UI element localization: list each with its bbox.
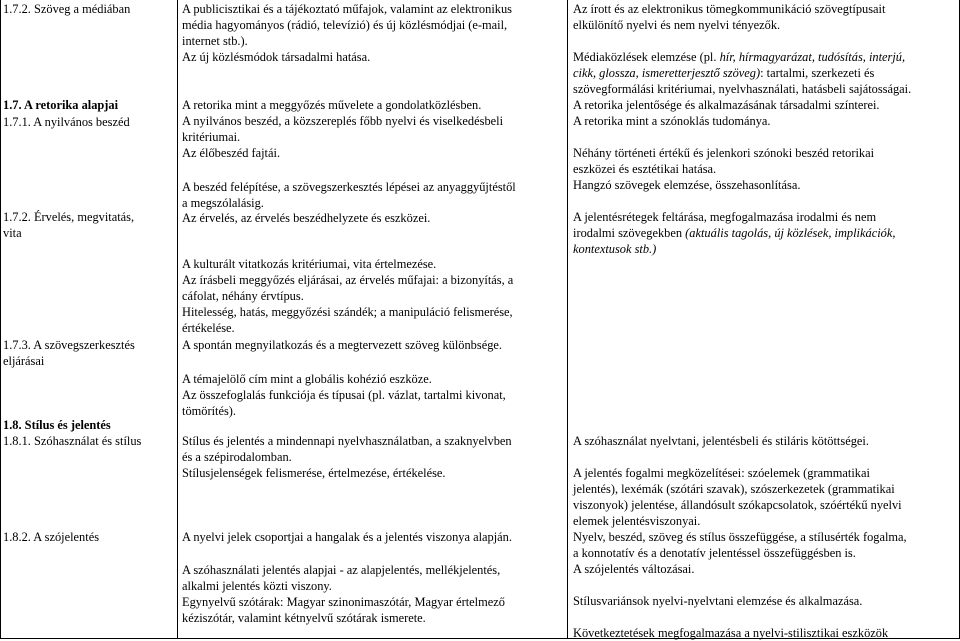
requirement-line	[573, 162, 716, 177]
example-text: kontextusok stb.)	[573, 242, 657, 256]
requirement-text: : tartalmi, szerkezeti és	[760, 66, 875, 80]
requirement-text: Hangzó szövegek elemzése, összehasonlítása.	[573, 178, 801, 192]
requirement-text: a konnotatív és a denotatív jelentéssel összefüggésben is.	[573, 546, 856, 560]
requirement-text: Következtetések megfogalmazása a nyelvi-stilisztikai eszközök	[573, 626, 889, 640]
content-line: média hagyományos (rádió, televízió) és új közlésmódjai (e-mail,	[182, 18, 508, 32]
content-line: és a szépirodalomban.	[182, 450, 292, 464]
requirement-line	[573, 434, 869, 449]
section-heading: 1.8. Stílus és jelentés	[3, 418, 111, 432]
requirement-text: Stílusvariánsok nyelvi-nyelvtani elemzése és alkalmazása.	[573, 594, 863, 608]
requirement-text: A szójelentés változásai.	[573, 562, 695, 576]
content-line: A nyelvi jelek csoportjai a hangalak és a jelentés viszonya alapján.	[182, 530, 512, 544]
table-border-left	[0, 0, 1, 639]
requirement-line	[573, 82, 911, 97]
content-line: Egynyelvű szótárak: Magyar szinonimaszótár, Magyar értelmező	[182, 595, 505, 609]
content-line: Stílusjelenségek felismerése, értelmezése, értékelése.	[182, 466, 446, 480]
topic-label: vita	[3, 226, 22, 240]
requirement-line	[573, 50, 905, 65]
content-line: tömörítés).	[182, 404, 237, 418]
requirement-line	[573, 466, 870, 481]
content-line: Az összefoglalás funkciója és típusai (pl. vázlat, tartalmi kivonat,	[182, 388, 506, 402]
content-line: A beszéd felépítése, a szövegszerkesztés lépései az anyaggyűjtéstől	[182, 180, 516, 194]
requirement-text: Az írott és az elektronikus tömegkommunikáció szövegtípusait	[573, 2, 886, 16]
requirement-text: irodalmi szövegekben	[573, 226, 686, 240]
requirement-text: A szóhasználat nyelvtani, jelentésbeli és stiláris kötöttségei.	[573, 434, 869, 448]
requirement-line	[573, 2, 885, 17]
requirement-text: jelentés), lexémák (szótári szavak), szószerkezetek (grammatikai	[573, 482, 895, 496]
content-line: Az írásbeli meggyőzés eljárásai, az érvelés műfajai: a bizonyítás, a	[182, 273, 514, 287]
requirement-text: A jelentés fogalmi megközelítései: szóelemek (grammatikai	[573, 466, 870, 480]
requirement-text: Néhány történeti értékű és jelenkori szónoki beszéd retorikai	[573, 146, 875, 160]
content-line: A nyilvános beszéd, a közszereplés főbb nyelvi és viselkedésbeli	[182, 114, 504, 128]
requirement-text: A retorika mint a szónoklás tudománya.	[573, 114, 771, 128]
requirement-line	[573, 18, 780, 33]
content-line: kéziszótár, valamint kétnyelvű szótárak ismerete.	[182, 611, 426, 625]
requirement-line	[573, 98, 880, 113]
content-line: Az érvelés, az érvelés beszédhelyzete és eszközei.	[182, 211, 431, 225]
content-line: A szóhasználati jelentés alapjai - az alapjelentés, mellékjelentés,	[182, 563, 501, 577]
requirement-text: viszonyok) jelentése, állandósult szókapcsolatok, szóértékű nyelvi	[573, 498, 902, 512]
requirement-line	[573, 594, 862, 609]
requirement-line	[573, 210, 876, 225]
requirement-text: A jelentésrétegek feltárása, megfogalmazása irodalmi és nem	[573, 210, 877, 224]
column-divider-1	[177, 0, 178, 639]
content-line: A témajelölő cím mint a globális kohézió eszköze.	[182, 372, 432, 386]
requirement-text: eszközei és esztétikai hatása.	[573, 162, 717, 176]
content-line: alkalmi jelentés közti viszony.	[182, 579, 332, 593]
requirement-line	[573, 226, 895, 241]
content-line: A retorika mint a meggyőzés művelete a gondolatközlésben.	[182, 98, 482, 112]
content-line: A publicisztikai és a tájékoztató műfajok, valamint az elektronikus	[182, 2, 512, 16]
topic-label: 1.7.3. A szövegszerkesztés	[3, 338, 135, 352]
content-line: A kulturált vitatkozás kritériumai, vita értelmezése.	[182, 257, 437, 271]
example-text: (aktuális tagolás, új közlések, implikációk,	[685, 226, 896, 240]
topic-label: 1.7.2. Érvelés, megvitatás,	[3, 210, 135, 224]
content-line: A spontán megnyilatkozás és a megtervezett szöveg különbsége.	[182, 338, 502, 352]
requirement-line	[573, 514, 700, 529]
requirement-line	[573, 242, 656, 257]
content-line: Az új közlésmódok társadalmi hatása.	[182, 50, 371, 64]
requirement-text: Nyelv, beszéd, szöveg és stílus összefüggése, a stílusérték fogalma,	[573, 530, 907, 544]
content-line: Az élőbeszéd fajtái.	[182, 146, 281, 160]
section-heading: 1.7. A retorika alapjai	[3, 98, 119, 112]
requirement-line	[573, 530, 907, 545]
requirement-text: A retorika jelentősége és alkalmazásának társadalmi színterei.	[573, 98, 880, 112]
topic-label: eljárásai	[3, 354, 45, 368]
requirement-text: szövegformálási kritériumai, nyelvhasználati, hatásbeli sajátosságai.	[573, 82, 912, 96]
requirement-text: elemek jelentésviszonyai.	[573, 514, 701, 528]
requirement-line	[573, 114, 771, 129]
requirement-line	[573, 66, 874, 81]
requirement-line	[573, 482, 895, 497]
requirement-line	[573, 562, 694, 577]
requirement-text: elkülönítő nyelvi és nem nyelvi tényezők.	[573, 18, 781, 32]
content-line: cáfolat, néhány érvtípus.	[182, 289, 304, 303]
content-line: internet stb.).	[182, 34, 248, 48]
column-divider-2	[567, 0, 568, 639]
topic-label: 1.7.2. Szöveg a médiában	[3, 2, 131, 16]
content-line: kritériumai.	[182, 130, 241, 144]
requirement-text: Médiaközlések elemzése (pl.	[573, 50, 720, 64]
content-line: a megszólalásig.	[182, 196, 264, 210]
requirement-line	[573, 498, 902, 513]
content-line: Stílus és jelentés a mindennapi nyelvhasználatban, a szaknyelvben	[182, 434, 512, 448]
topic-label: 1.8.2. A szójelentés	[3, 530, 100, 544]
content-line: Hitelesség, hatás, meggyőzési szándék; a manipuláció felismerése,	[182, 305, 513, 319]
requirement-line	[573, 146, 874, 161]
requirement-line	[573, 546, 856, 561]
example-text: cikk, glossza, ismeretterjesztő szöveg)	[573, 66, 761, 80]
topic-label: 1.7.1. A nyilvános beszéd	[3, 115, 130, 129]
example-text: hír, hírmagyarázat, tudósítás, interjú,	[719, 50, 906, 64]
requirement-line	[573, 178, 800, 193]
content-line: értékelése.	[182, 321, 235, 335]
topic-label: 1.8.1. Szóhasználat és stílus	[3, 434, 142, 448]
